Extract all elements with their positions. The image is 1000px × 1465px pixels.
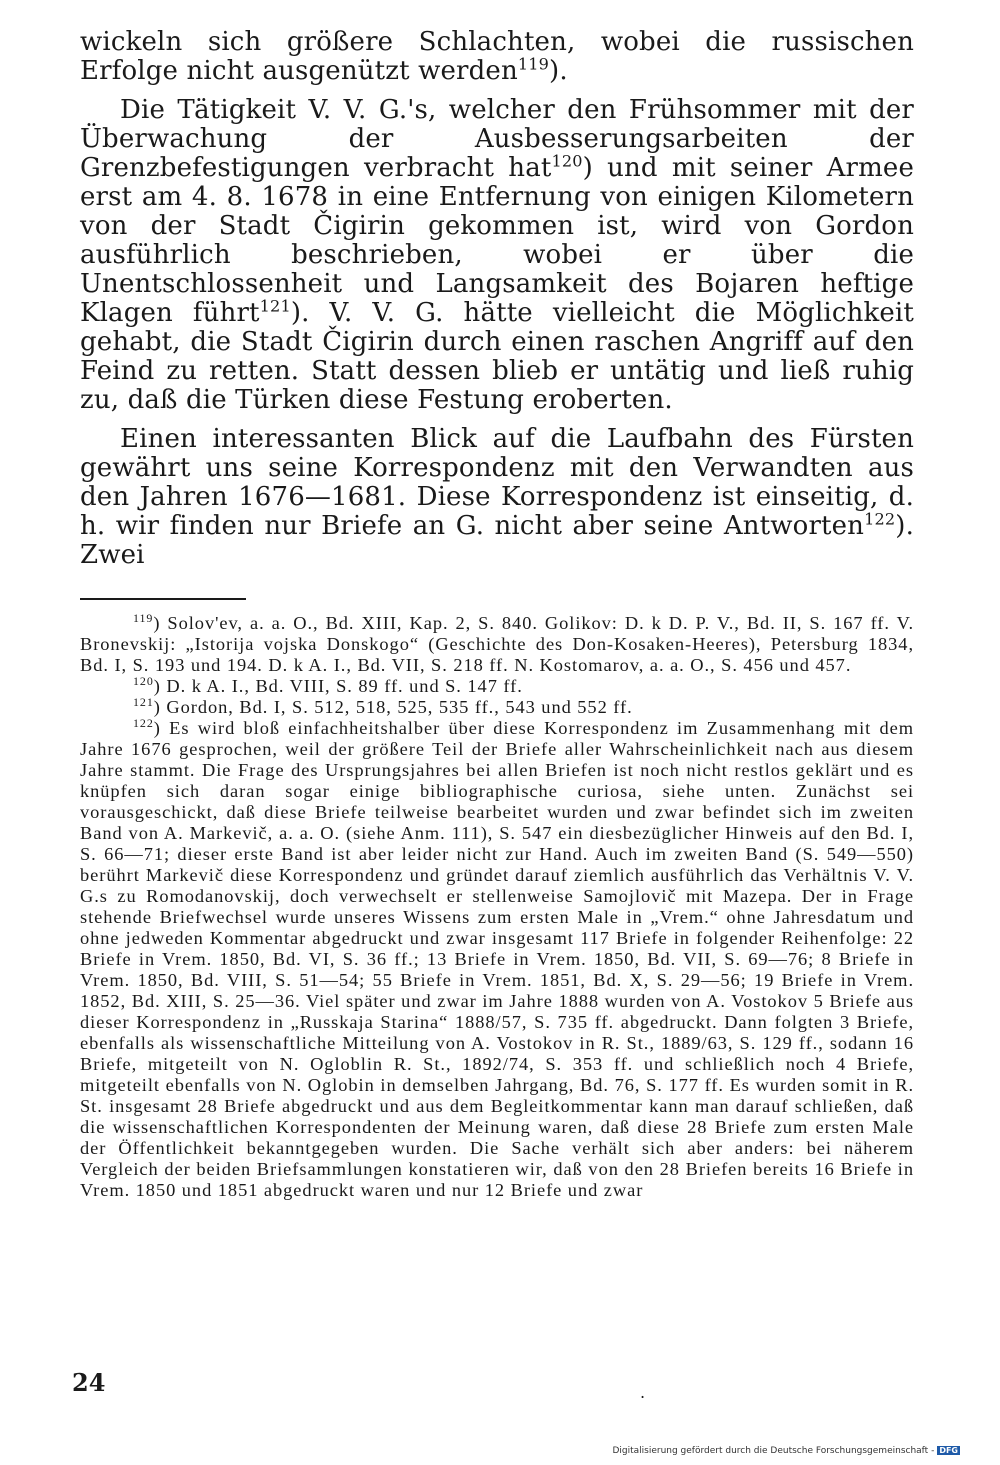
footnote-text: ) Solov'ev, a. a. O., Bd. XIII, Kap. 2, S. 840. Golikov: D. k D. P. V., Bd. II, S. 167 ff. V. Bronevskij: „Istorija vojska Donskogo“ (Geschichte des Don-Kosaken-Heeres), Petersburg 1834, Bd. I, S. 193 und 194. D. k A. I., Bd. VII, S. 218 ff. N. Kostomarov, a. a. O., S. 456 und 457. (80, 613, 914, 675)
footnote-122 (80, 715, 914, 1201)
footnote-121 (80, 694, 914, 718)
footnote-number: 119 (133, 610, 154, 625)
paragraph-3-text-b: ). Zwei (80, 511, 914, 570)
footnote-120 (80, 673, 914, 697)
paragraph-1-end: ). (549, 56, 568, 86)
footnote-text: ) Gordon, Bd. I, S. 512, 518, 525, 535 ff., 543 und 552 ff. (153, 697, 633, 717)
paragraph-1 (80, 28, 914, 86)
footnote-number: 122 (133, 715, 154, 730)
stray-dot: . (640, 1383, 646, 1402)
footnote-number: 121 (133, 694, 154, 709)
paragraph-2 (80, 96, 914, 415)
footnote-ref-119: 119 (517, 54, 550, 74)
footnote-number: 120 (133, 673, 154, 688)
footnote-divider (80, 598, 246, 600)
footnote-text: ) D. k A. I., Bd. VIII, S. 89 ff. und S. 147 ff. (153, 676, 523, 696)
dfg-logo: DFG (939, 1446, 958, 1455)
footnote-ref-121: 121 (259, 296, 291, 316)
paragraph-3 (80, 425, 914, 570)
footnote-ref-120: 120 (551, 151, 583, 171)
footnote-ref-122: 122 (864, 509, 896, 529)
footnote-119 (80, 610, 914, 676)
credit-text: Digitalisierung gefördert durch die Deutsche Forschungsgemeinschaft - (612, 1446, 935, 1456)
main-text (80, 28, 914, 570)
paragraph-3-text-a: Einen interessanten Blick auf die Laufbahn des Fürsten gewährt uns seine Korrespondenz mit den Verwandten aus den Jahren 1676—1681. Diese Korrespondenz ist einseitig, d. h. wir finden nur Briefe an G. nicht aber seine Antworten (80, 424, 914, 541)
paragraph-1-text: wickeln sich größere Schlachten, wobei die russischen Erfolge nicht ausgenützt werden (80, 27, 914, 86)
digitization-credit (612, 1446, 960, 1456)
paragraph-2-text-a: Die Tätigkeit V. V. G.'s, welcher den Frühsommer mit der Überwachung der Ausbesserungsarbeiten der Grenzbefestigungen verbracht hat (80, 95, 914, 183)
footnotes (80, 610, 914, 1201)
page-number: 24 (72, 1368, 106, 1397)
paragraph-2-text-b: ) und mit seiner Armee erst am 4. 8. 1678 in eine Entfernung von einigen Kilometern von der Stadt Čigirin gekommen ist, wird von Gordon ausführlich beschrieben, wobei er über die Unentschlossenheit und Langsamkeit des Bojaren heftige Klagen führt (80, 153, 914, 328)
page-body (80, 28, 914, 1201)
paragraph-2-text-c: ). V. V. G. hätte vielleicht die Möglichkeit gehabt, die Stadt Čigirin durch einen raschen Angriff auf den Feind zu retten. Statt dessen blieb er untätig und ließ ruhig zu, daß die Türken diese Festung eroberten. (80, 298, 914, 415)
footnote-text: ) Es wird bloß einfachheitshalber über diese Korrespondenz im Zusammenhang mit dem Jahre 1676 gesprochen, weil der größere Teil der Briefe aller Wahrscheinlichkeit nach aus diesem Jahre stammt. Die Frage des Ursprungsjahres bei allen Briefen ist noch nicht restlos geklärt und es knüpfen sich daran sogar einige bibliographische curiosa, siehe unten. Zunächst sei vorausgeschickt, daß diese Briefe teilweise bearbeitet wurden und zwar befindet sich im zweiten Band von A. Markevič, a. a. O. (siehe Anm. 111), S. 547 ein diesbezüglicher Hinweis auf den Bd. I, S. 66—71; dieser erste Band ist aber leider nicht zur Hand. Auch im zweiten Band (S. 549—550) berührt Markevič diese Korrespondenz und gründet darauf ziemlich ausführlich das Verhältnis V. V. G.s zu Romodanovskij, doch verwechselt er stellenweise Samojlovič mit Mazepa. Der in Frage stehende Briefwechsel wurde unseres Wissens zum ersten Male in „Vrem.“ ohne Jahresdatum und ohne jedweden Kommentar abgedruckt und zwar insgesamt 117 Briefe in folgender Reihenfolge: 22 Briefe in Vrem. 1850, Bd. VI, S. 36 ff.; 13 Briefe in Vrem. 1850, Bd. VII, S. 69—76; 8 Briefe in Vrem. 1850, Bd. VIII, S. 51—54; 55 Briefe in Vrem. 1851, Bd. X, S. 29—56; 19 Briefe in Vrem. 1852, Bd. XIII, S. 25—36. Viel später und zwar im Jahre 1888 wurden von A. Vostokov 5 Briefe aus dieser Korrespondenz in „Russkaja Starina“ 1888/57, S. 735 ff. abgedruckt. Dann folgten 3 Briefe, ebenfalls als wissenschaftliche Mitteilung von A. Vostokov in R. St., 1889/63, S. 129 ff., sodann 16 Briefe, mitgeteilt von N. Oglоblin R. St., 1892/74, S. 353 ff. und schließlich noch 4 Briefe, mitgeteilt ebenfalls von N. Oglobin in demselben Jahrgang, Bd. 76, S. 177 ff. Es wurden somit in R. St. insgesamt 28 Briefe abgedruckt und aus dem Begleitkommentar kann man darauf schließen, daß die wissenschaftlichen Korrespondenten der Meinung waren, daß diese 28 Briefe zum ersten Male der Öffentlichkeit bekanntgegeben wurden. Die Sache verhält sich aber anders: bei näherem Vergleich der beiden Briefsammlungen konstatieren wir, daß von den 28 Briefen bereits 16 Briefe in Vrem. 1850 und 1851 abgedruckt waren und nur 12 Briefe und zwar (80, 718, 914, 1200)
